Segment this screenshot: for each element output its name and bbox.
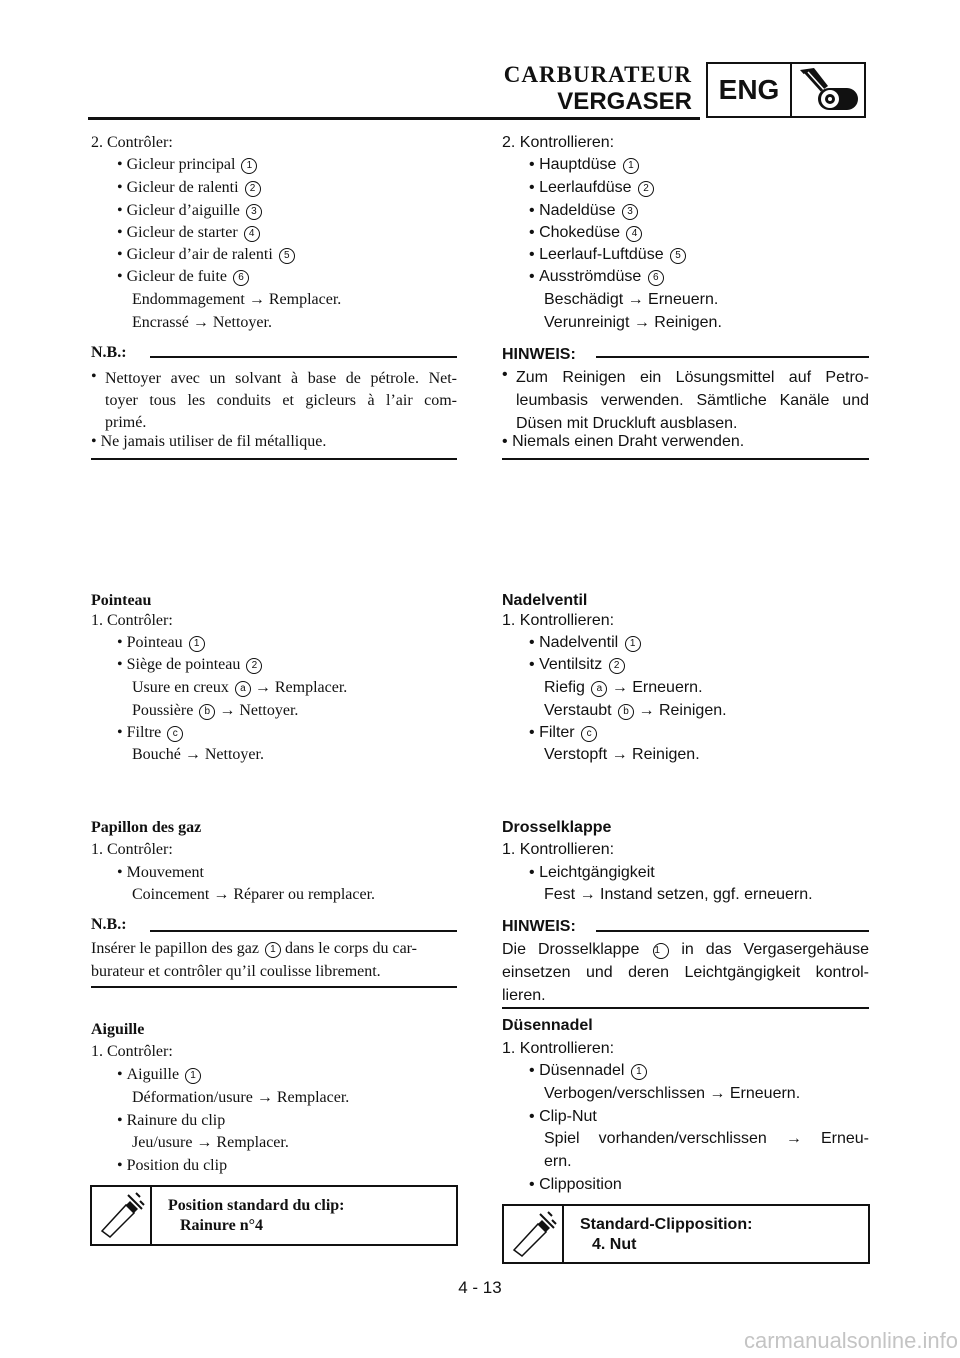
de-hinweis-text-1: Zum Reinigen ein Lösungsmittel auf Petro- leumbasis verwenden. Sämtliche Kanäle und Düsen mit Druckluft ausblasen. (516, 369, 869, 432)
hinweis-end-rule (502, 1007, 869, 1009)
fr-result: Usure en creux a → Remplacer. (132, 679, 348, 696)
fr-nb-text: Insérer le papillon des gaz 1 dans le corps du car- (91, 940, 418, 957)
de-item-starter-jet: • Chokedüse 4 (529, 224, 642, 242)
de-item-pilot-jet: • Leerlaufdüse 2 (529, 179, 654, 197)
de-step-1: 1. Kontrollieren: (502, 1040, 615, 1057)
fr-nb-label: N.B.: (91, 344, 127, 361)
de-spec-value: 4. Nut (592, 1236, 637, 1253)
de-step-1: 1. Kontrollieren: (502, 841, 615, 858)
de-item-movement: • Leichtgängigkeit (529, 864, 655, 881)
fr-item-pilot-air-jet: • Gicleur d’air de ralenti 5 (117, 246, 295, 264)
fr-nb-text-2: • Ne jamais utiliser de fil métallique. (91, 433, 327, 450)
de-item-clip-position: • Clipposition (529, 1176, 622, 1193)
de-item-main-jet: • Hauptdüse 1 (529, 156, 639, 174)
de-item-bleed-jet: • Ausströmdüse 6 (529, 268, 664, 286)
fr-item-needle-valve: • Pointeau 1 (117, 634, 205, 652)
fr-item-pilot-jet: • Gicleur de ralenti 2 (117, 179, 261, 197)
fr-result: Encrassé → Nettoyer. (132, 314, 272, 331)
fr-heading-aiguille: Aiguille (91, 1021, 145, 1038)
callout-2: 2 (245, 181, 261, 197)
spec-divider (150, 1187, 152, 1244)
de-result: Verbogen/verschlissen → Erneuern. (544, 1085, 801, 1102)
hinweis-rule (596, 930, 869, 932)
fr-item-starter-jet: • Gicleur de starter 4 (117, 224, 260, 242)
de-step-1: 1. Kontrollieren: (502, 612, 615, 629)
header-rule (88, 117, 700, 120)
fr-result: Jeu/usure → Remplacer. (132, 1134, 289, 1151)
eng-label: ENG (718, 74, 780, 105)
callout-4: 4 (244, 226, 260, 242)
watermark: carmanualsonline.info (743, 1328, 958, 1353)
fr-item-filter: • Filtre c (117, 724, 183, 742)
de-result: Spiel vorhanden/verschlissen → Erneu- (544, 1130, 869, 1147)
de-hinweis-text-2: • Niemals einen Draht verwenden. (502, 433, 745, 450)
de-heading-nadelventil: Nadelventil (502, 592, 588, 609)
de-hinweis-label: HINWEIS: (502, 346, 576, 363)
fr-step-2: 2. Contrôler: (91, 134, 173, 151)
fr-result: Endommagement → Remplacer. (132, 291, 342, 308)
de-result: Verstaubt b → Reinigen. (544, 702, 727, 719)
de-item-pilot-air-jet: • Leerlauf-Luftdüse 5 (529, 246, 686, 264)
fr-result: Déformation/usure → Remplacer. (132, 1089, 350, 1106)
de-result: Riefig a → Erneuern. (544, 679, 703, 696)
de-item-clip-groove: • Clip-Nut (529, 1108, 597, 1125)
caliper-icon (96, 1191, 146, 1239)
header-title-de: VERGASER (557, 88, 692, 115)
callout-1: 1 (241, 158, 257, 174)
de-result: Beschädigt → Erneuern. (544, 291, 719, 308)
de-result: Verstopft → Reinigen. (544, 746, 700, 763)
fr-item-main-jet: • Gicleur principal 1 (117, 156, 257, 174)
nb-end-rule (91, 986, 457, 988)
fr-step-1: 1. Contrôler: (91, 1043, 173, 1060)
de-result: Fest → Instand setzen, ggf. erneuern. (544, 886, 813, 903)
header-title-fr: CARBURATEUR (503, 62, 692, 87)
hinweis-rule (596, 356, 869, 358)
fr-item-needle: • Aiguille 1 (117, 1066, 201, 1084)
fr-item-movement: • Mouvement (117, 864, 204, 881)
fr-item-needle-jet: • Gicleur d’aiguille 3 (117, 202, 262, 220)
callout-3: 3 (246, 204, 262, 220)
fr-result: Coincement → Réparer ou remplacer. (132, 886, 376, 903)
de-spec-box (502, 1204, 870, 1264)
nb-rule (150, 930, 457, 932)
fr-item-clip-groove: • Rainure du clip (117, 1112, 226, 1129)
fr-heading-papillon: Papillon des gaz (91, 819, 202, 836)
section-badge (706, 62, 866, 118)
callout-5: 5 (279, 248, 295, 264)
fr-item-valve-seat: • Siège de pointeau 2 (117, 656, 262, 674)
fr-nb-text-1: Nettoyer avec un solvant à base de pétrole. Net- toyer tous les conduits et gicleurs à l’air com- primé. (105, 370, 457, 431)
fr-step-1: 1. Contrôler: (91, 841, 173, 858)
de-hinweis-text: Die Drosselklappe 1 in das Vergasergehäuse einsetzen und deren Leichtgängigkeit kontrol- lieren. (502, 941, 869, 1004)
page-number: 4 - 13 (458, 1278, 502, 1297)
de-item-needle-valve: • Nadelventil 1 (529, 634, 641, 652)
de-step-2: 2. Kontrollieren: (502, 134, 615, 151)
hinweis-end-rule (502, 458, 869, 460)
de-heading-drossel: Drosselklappe (502, 819, 612, 836)
fr-spec-value: Rainure n°4 (180, 1217, 264, 1234)
engine-wrench-icon (794, 66, 864, 114)
nb-rule (150, 356, 457, 358)
de-result: ern. (544, 1153, 572, 1170)
callout-6: 6 (233, 270, 249, 286)
de-item-needle-jet: • Nadeldüse 3 (529, 202, 638, 220)
fr-nb-bullet: • (91, 368, 97, 385)
nb-end-rule (91, 458, 457, 460)
de-spec-title: Standard-Clipposition: (580, 1216, 753, 1233)
de-item-filter: • Filter c (529, 724, 597, 742)
de-hinweis-bullet: • (502, 366, 508, 383)
fr-nb-label: N.B.: (91, 916, 127, 933)
fr-item-clip-position: • Position du clip (117, 1157, 228, 1174)
de-heading-duesennadel: Düsennadel (502, 1017, 593, 1034)
de-item-needle: • Düsennadel 1 (529, 1062, 647, 1080)
fr-heading-pointeau: Pointeau (91, 592, 152, 609)
de-result: Verunreinigt → Reinigen. (544, 314, 722, 331)
de-hinweis-label: HINWEIS: (502, 918, 576, 935)
fr-step-1: 1. Contrôler: (91, 612, 173, 629)
fr-spec-box (90, 1185, 458, 1246)
fr-spec-title: Position standard du clip: (168, 1197, 345, 1214)
fr-item-bleed-jet: • Gicleur de fuite 6 (117, 268, 249, 286)
fr-result: Poussière b → Nettoyer. (132, 702, 299, 719)
caliper-icon (508, 1210, 558, 1258)
spec-divider (562, 1206, 564, 1262)
de-item-valve-seat: • Ventilsitz 2 (529, 656, 625, 674)
badge-divider (790, 64, 792, 116)
fr-result: Bouché → Nettoyer. (132, 746, 264, 763)
fr-nb-text: burateur et contrôler qu’il coulisse librement. (91, 963, 381, 980)
